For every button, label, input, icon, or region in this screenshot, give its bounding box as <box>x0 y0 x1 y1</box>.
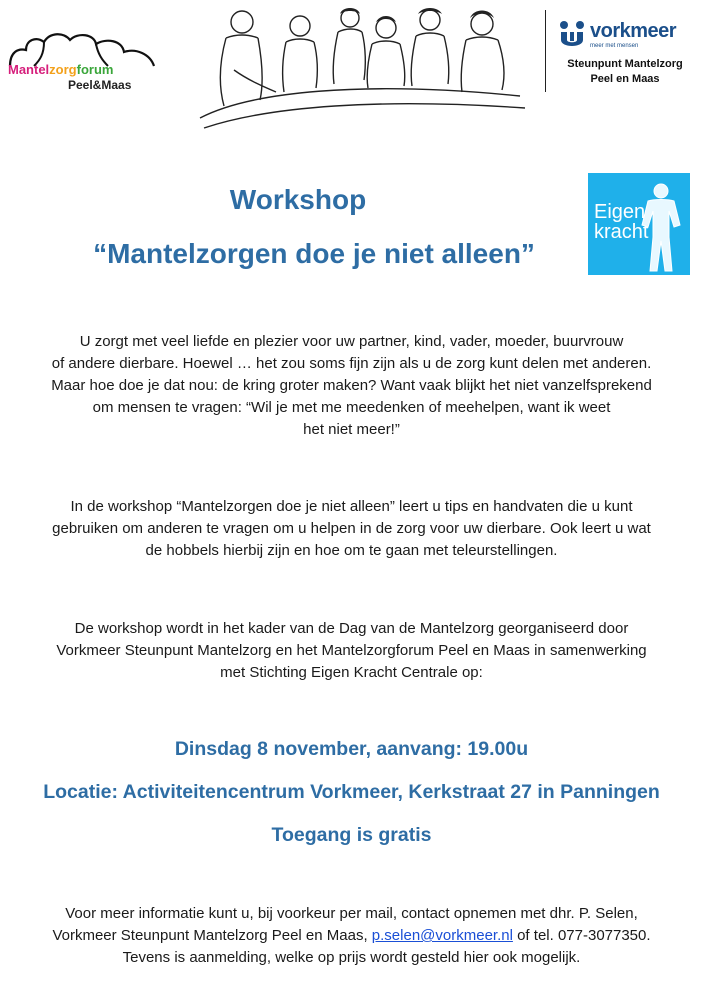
workshop-line-2: gebruiken om anderen te vragen om u helpen in de zorg voor uw dierbare. Ook leert u wat <box>52 520 651 537</box>
event-date: Dinsdag 8 november, aanvang: 19.00u <box>174 738 529 760</box>
contact-line-2 <box>10 925 693 947</box>
vorkmeer-subtitle-1: Steunpunt Mantelzorg <box>567 58 683 70</box>
logo-forum-name <box>8 62 113 77</box>
contact-line-1: Voor meer informatie kunt u, bij voorkeur per mail, contact opnemen met dhr. P. Selen, <box>65 905 638 922</box>
intro-line-2: of andere dierbare. Hoewel … het zou soms fijn zijn als u de zorg kunt delen met anderen. <box>51 355 652 372</box>
logo-part-mantel: Mantel <box>8 62 50 77</box>
vorkmeer-subtitle-2: Peel en Maas <box>590 73 660 85</box>
vorkmeer-tagline: meer met mensen <box>590 43 639 49</box>
mantelzorgforum-logo <box>4 26 164 96</box>
header <box>0 0 703 140</box>
intro-line-5: het niet meer!” <box>303 421 400 438</box>
intro-paragraph <box>10 331 693 441</box>
contact-email-link[interactable]: p.selen@vorkmeer.nl <box>371 927 513 944</box>
contact-line-2-suffix: of tel. 077-3077350. <box>517 927 651 944</box>
workshop-line-1: In de workshop “Mantelzorgen doe je niet alleen” leert u tips en handvaten die u kunt <box>70 498 633 515</box>
contact-line-2-prefix: Vorkmeer Steunpunt Mantelzorg Peel en Maas, <box>52 927 368 944</box>
organised-line-1: De workshop wordt in het kader van de Dag van de Mantelzorg georganiseerd door <box>74 620 629 637</box>
event-entry: Toegang is gratis <box>271 824 432 846</box>
intro-line-3: Maar hoe doe je dat nou: de kring groter maken? Want vaak blijkt het niet vanzelfsprekend <box>51 377 652 394</box>
event-location: Locatie: Activiteitencentrum Vorkmeer, Kerkstraat 27 in Panningen <box>43 781 660 803</box>
page-title-workshop: Workshop <box>229 184 367 215</box>
vorkmeer-mark-icon <box>558 20 586 50</box>
eigen-kracht-logo <box>588 173 690 275</box>
page-title-name: “Mantelzorgen doe je niet alleen” <box>93 238 535 269</box>
eigen-kracht-word1: Eigen <box>594 201 646 223</box>
eigen-kracht-word2: kracht <box>594 221 649 243</box>
organised-line-3: met Stichting Eigen Kracht Centrale op: <box>220 664 483 681</box>
workshop-line-3: de hobbels hierbij zijn en hoe om te gaan met teleurstellingen. <box>145 542 558 559</box>
logo-part-forum: forum <box>76 62 114 77</box>
workshop-paragraph <box>10 496 693 562</box>
standing-figure-icon <box>636 179 686 275</box>
contact-line-3: Tevens is aanmelding, welke op prijs wordt gesteld hier ook mogelijk. <box>122 949 581 966</box>
vorkmeer-brand: vorkmeer <box>590 20 677 42</box>
organised-line-2: Vorkmeer Steunpunt Mantelzorg en het Mantelzorgforum Peel en Maas in samenwerking <box>56 642 647 659</box>
vorkmeer-logo <box>545 10 701 92</box>
contact-paragraph <box>10 903 693 969</box>
organised-paragraph <box>10 618 693 684</box>
logo-part-zorg: zorg <box>49 62 77 77</box>
people-at-table-illustration <box>190 0 535 130</box>
logo-region: Peel&Maas <box>68 78 132 92</box>
intro-line-4: om mensen te vragen: “Wil je met me meedenken of meehelpen, want ik weet <box>92 399 611 416</box>
intro-line-1: U zorgt met veel liefde en plezier voor uw partner, kind, vader, moeder, buurvrouw <box>79 333 624 350</box>
